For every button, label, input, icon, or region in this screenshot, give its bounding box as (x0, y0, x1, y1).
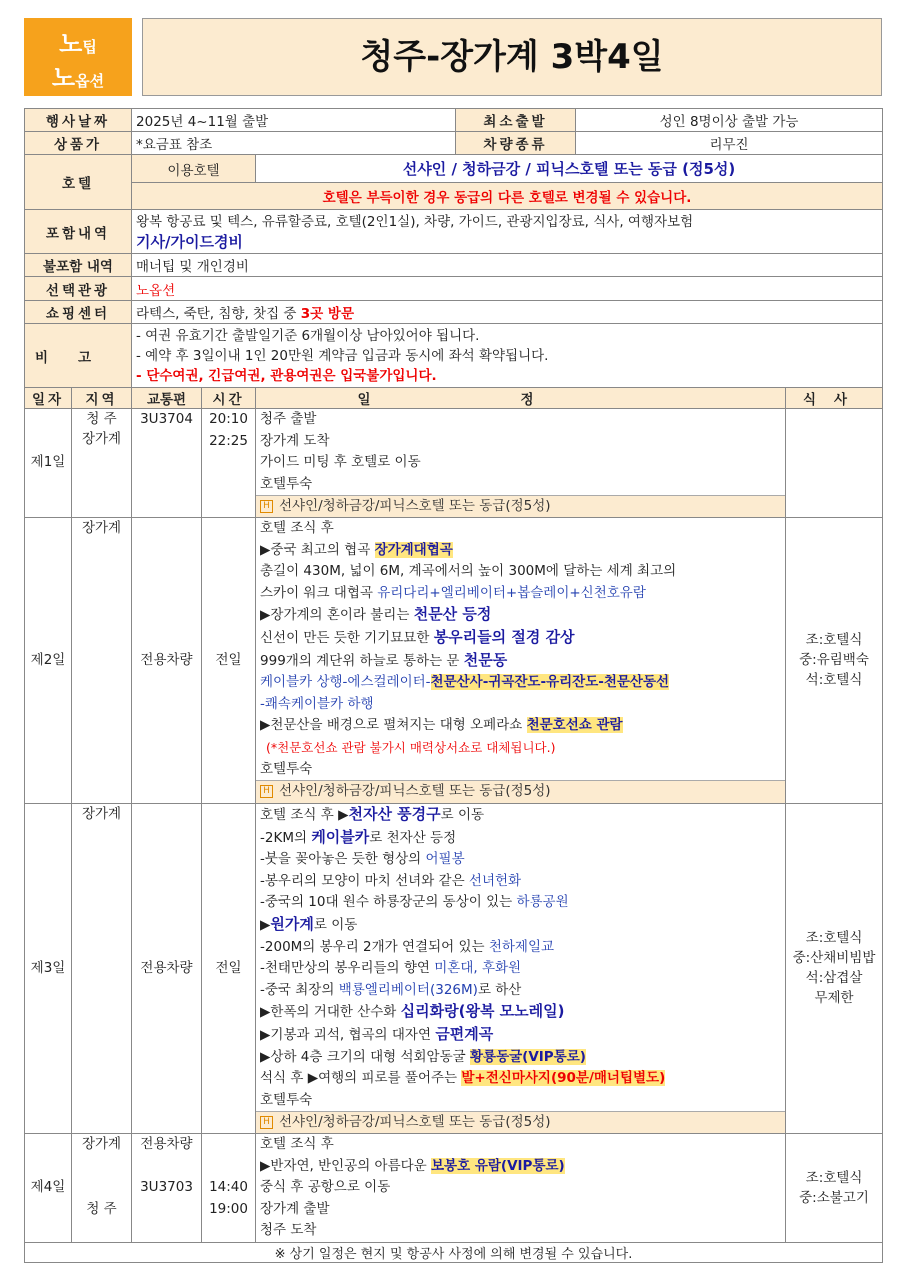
vehicle-label: 차량종류 (456, 132, 576, 155)
day1-region1: 청 주 (86, 411, 117, 427)
day3-step: -봉우리의 모양이 마치 선녀와 같은 선녀헌화 (260, 872, 522, 889)
day1-label: 제1일 (25, 409, 72, 518)
excluded-label: 불포함 내역 (25, 254, 132, 277)
remark-2: - 예약 후 3일이내 1인 20만원 계약금 입금과 동시에 좌석 확약됩니다. (136, 347, 549, 364)
day2-step: 총길이 430M, 넓이 6M, 계곡에서의 높이 300M에 달하는 세계 최고의 (260, 563, 677, 580)
day2-step: ▶천문산을 배경으로 펼쳐지는 대형 오페라쇼 천문호선쇼 관람 (260, 717, 623, 734)
day3-step: -중국의 10대 원수 하룡장군의 동상이 있는 하룡공원 (260, 894, 569, 911)
no-tip-no-option-logo: 노팁 노옵션 (24, 18, 132, 96)
day4-step: 중식 후 공항으로 이동 (260, 1179, 391, 1196)
hotel-value: 선샤인 / 청하금강 / 피닉스호텔 또는 동급 (정5성) (256, 155, 883, 183)
day1-step: 청주 출발 (260, 411, 317, 427)
day2-step: 호텔투숙 (260, 760, 313, 777)
day3-meal: 조:호텔식 (805, 930, 863, 947)
remark-label: 비고 (25, 324, 132, 388)
day1-transport: 3U3704 (132, 409, 202, 518)
day2-step: ▶장가계의 혼이라 불리는 천문산 등정 (260, 605, 492, 624)
day1-time2: 22:25 (209, 432, 248, 449)
day3-step: -붓을 꽂아놓은 듯한 형상의 어필봉 (260, 851, 465, 868)
day2-region: 장가계 (72, 517, 132, 803)
day3-step: 호텔 조식 후 ▶천자산 풍경구로 이동 (260, 804, 485, 823)
day3-step: -천태만상의 봉우리들의 향연 미혼대, 후화원 (260, 960, 522, 977)
col-meal: 식사 (786, 388, 883, 409)
day1-step: 가이드 미팅 후 호텔로 이동 (260, 454, 421, 471)
included-value: 왕복 항공료 및 텍스, 유류할증료, 호텔(2인1실), 차량, 가이드, 관광지입장료, 식사, 여행자보험 (136, 213, 694, 230)
day3-step: -중국 최장의 백룡엘리베이터(326M)로 하산 (260, 981, 522, 998)
day3-meal: 석:삼겹살 (805, 970, 863, 987)
day1-hotel-line: H 선샤인/청하금강/피닉스호텔 또는 동급(정5성) (256, 495, 785, 518)
day4-step: 청주 도착 (260, 1222, 317, 1239)
day1-step: 장가계 도착 (260, 432, 330, 449)
day4-region1: 장가계 (81, 1135, 122, 1152)
day3-step: 호텔투숙 (260, 1091, 313, 1108)
day2-time: 전일 (202, 517, 256, 803)
day3-step: ▶상하 4층 크기의 대형 석회암동굴 황룡동굴(VIP통로) (260, 1048, 586, 1065)
footer-notice: ※ 상기 일정은 현지 및 항공사 사정에 의해 변경될 수 있습니다. (25, 1242, 883, 1262)
header (24, 18, 884, 98)
day4-transport2: 3U3703 (140, 1178, 193, 1195)
day2-meal: 조:호텔식 (805, 632, 863, 649)
col-day: 일자 (25, 388, 72, 409)
day1-time1: 20:10 (209, 411, 248, 427)
day2-step: 999개의 계단위 하늘로 통하는 문 천문동 (260, 650, 508, 669)
vehicle-value: 리무진 (576, 132, 883, 155)
included-label: 포함내역 (25, 210, 132, 254)
day2-meal: 석:호텔식 (805, 672, 863, 689)
day2-step: -쾌속케이블카 하행 (260, 695, 374, 712)
day3-step: ▶한폭의 거대한 산수화 십리화랑(왕복 모노레일) (260, 1002, 565, 1021)
itinerary-table (24, 108, 883, 1263)
day3-step: -2KM의 케이블카로 천자산 등정 (260, 827, 457, 846)
day4-label: 제4일 (25, 1133, 72, 1242)
day3-label: 제3일 (25, 803, 72, 1133)
hotel-sub-label: 이용호텔 (132, 155, 256, 183)
col-region: 지역 (72, 388, 132, 409)
hotel-note: 호텔은 부득이한 경우 동급의 다른 호텔로 변경될 수 있습니다. (132, 183, 883, 210)
hotel-icon: H (260, 1116, 273, 1129)
day1-step: 호텔투숙 (260, 475, 313, 492)
col-time: 시간 (202, 388, 256, 409)
date-label: 행사날짜 (25, 109, 132, 132)
remark-1: - 여권 유효기간 출발일기준 6개월이상 남아있어야 됩니다. (136, 327, 480, 344)
day3-hotel-line: H 선샤인/청하금강/피닉스호텔 또는 동급(정5성) (256, 1111, 785, 1134)
option-value: 노옵션 (132, 277, 883, 301)
day2-hotel-line: H 선샤인/청하금강/피닉스호텔 또는 동급(정5성) (256, 780, 785, 803)
price-label: 상품가 (25, 132, 132, 155)
hotel-icon: H (260, 785, 273, 798)
day4-time2: 19:00 (209, 1200, 248, 1217)
day2-transport: 전용차량 (132, 517, 202, 803)
day4-region2: 청 주 (86, 1200, 117, 1217)
day2-step: ▶중국 최고의 협곡 장가계대협곡 (260, 541, 453, 558)
option-label: 선택관광 (25, 277, 132, 301)
remark-3: - 단수여권, 긴급여권, 관용여권은 입국불가입니다. (136, 367, 437, 384)
day4-time1: 14:40 (209, 1178, 248, 1195)
included-extra: 기사/가이드경비 (136, 232, 243, 251)
day2-label: 제2일 (25, 517, 72, 803)
day3-step: -200M의 봉우리 2개가 연결되어 있는 천하제일교 (260, 938, 555, 955)
day3-meal: 무제한 (814, 990, 854, 1007)
day3-time: 전일 (202, 803, 256, 1133)
date-value: 2025년 4~11월 출발 (132, 109, 456, 132)
day4-meal: 조:호텔식 (805, 1169, 863, 1186)
day4-transport1: 전용차량 (140, 1135, 193, 1152)
day2-step: 호텔 조식 후 (260, 519, 334, 536)
shopping-count: 3곳 방문 (300, 306, 354, 322)
hotel-label: 호텔 (25, 155, 132, 210)
col-transport: 교통편 (132, 388, 202, 409)
excluded-value: 매너팁 및 개인경비 (132, 254, 883, 277)
day3-transport: 전용차량 (132, 803, 202, 1133)
day2-step: (*천문호선쇼 관람 불가시 매력상서쇼로 대체됩니다.) (266, 739, 556, 755)
day1-region2: 장가계 (81, 431, 122, 447)
day3-step: ▶기봉과 괴석, 협곡의 대자연 금편계곡 (260, 1024, 494, 1043)
day2-meal: 중:유림백숙 (799, 652, 869, 669)
day4-meal: 중:소불고기 (799, 1189, 869, 1206)
day2-step: 케이블카 상행-에스컬레이터-천문산사-귀곡잔도-유리잔도-천문산동선 (260, 674, 670, 691)
col-schedule: 일정 (256, 388, 786, 409)
day2-step: 스카이 워크 대협곡 유리다리+엘리베이터+봅슬레이+신천호유람 (260, 584, 646, 601)
day3-meal: 중:산채비빔밥 (792, 950, 876, 967)
page-title: 청주-장가계 3박4일 (142, 18, 882, 96)
day2-step: 신선이 만든 듯한 기기묘묘한 봉우리들의 절경 감상 (260, 627, 575, 646)
min-value: 성인 8명이상 출발 가능 (576, 109, 883, 132)
day3-region: 장가계 (72, 803, 132, 1133)
day3-step: 석식 후 ▶여행의 피로를 풀어주는 발+전신마사지(90분/매너팁별도) (260, 1070, 666, 1087)
shopping-value: 라텍스, 죽탄, 침향, 찻집 중 (136, 306, 297, 322)
hotel-icon: H (260, 500, 273, 513)
min-label: 최소출발 (456, 109, 576, 132)
price-value: *요금표 참조 (132, 132, 456, 155)
day4-step: ▶반자연, 반인공의 아름다운 보봉호 유람(VIP통로) (260, 1157, 565, 1174)
shopping-label: 쇼핑센터 (25, 301, 132, 324)
day4-step: 호텔 조식 후 (260, 1135, 334, 1152)
day3-step: ▶원가계로 이동 (260, 914, 358, 933)
day4-step: 장가계 출발 (260, 1200, 330, 1217)
